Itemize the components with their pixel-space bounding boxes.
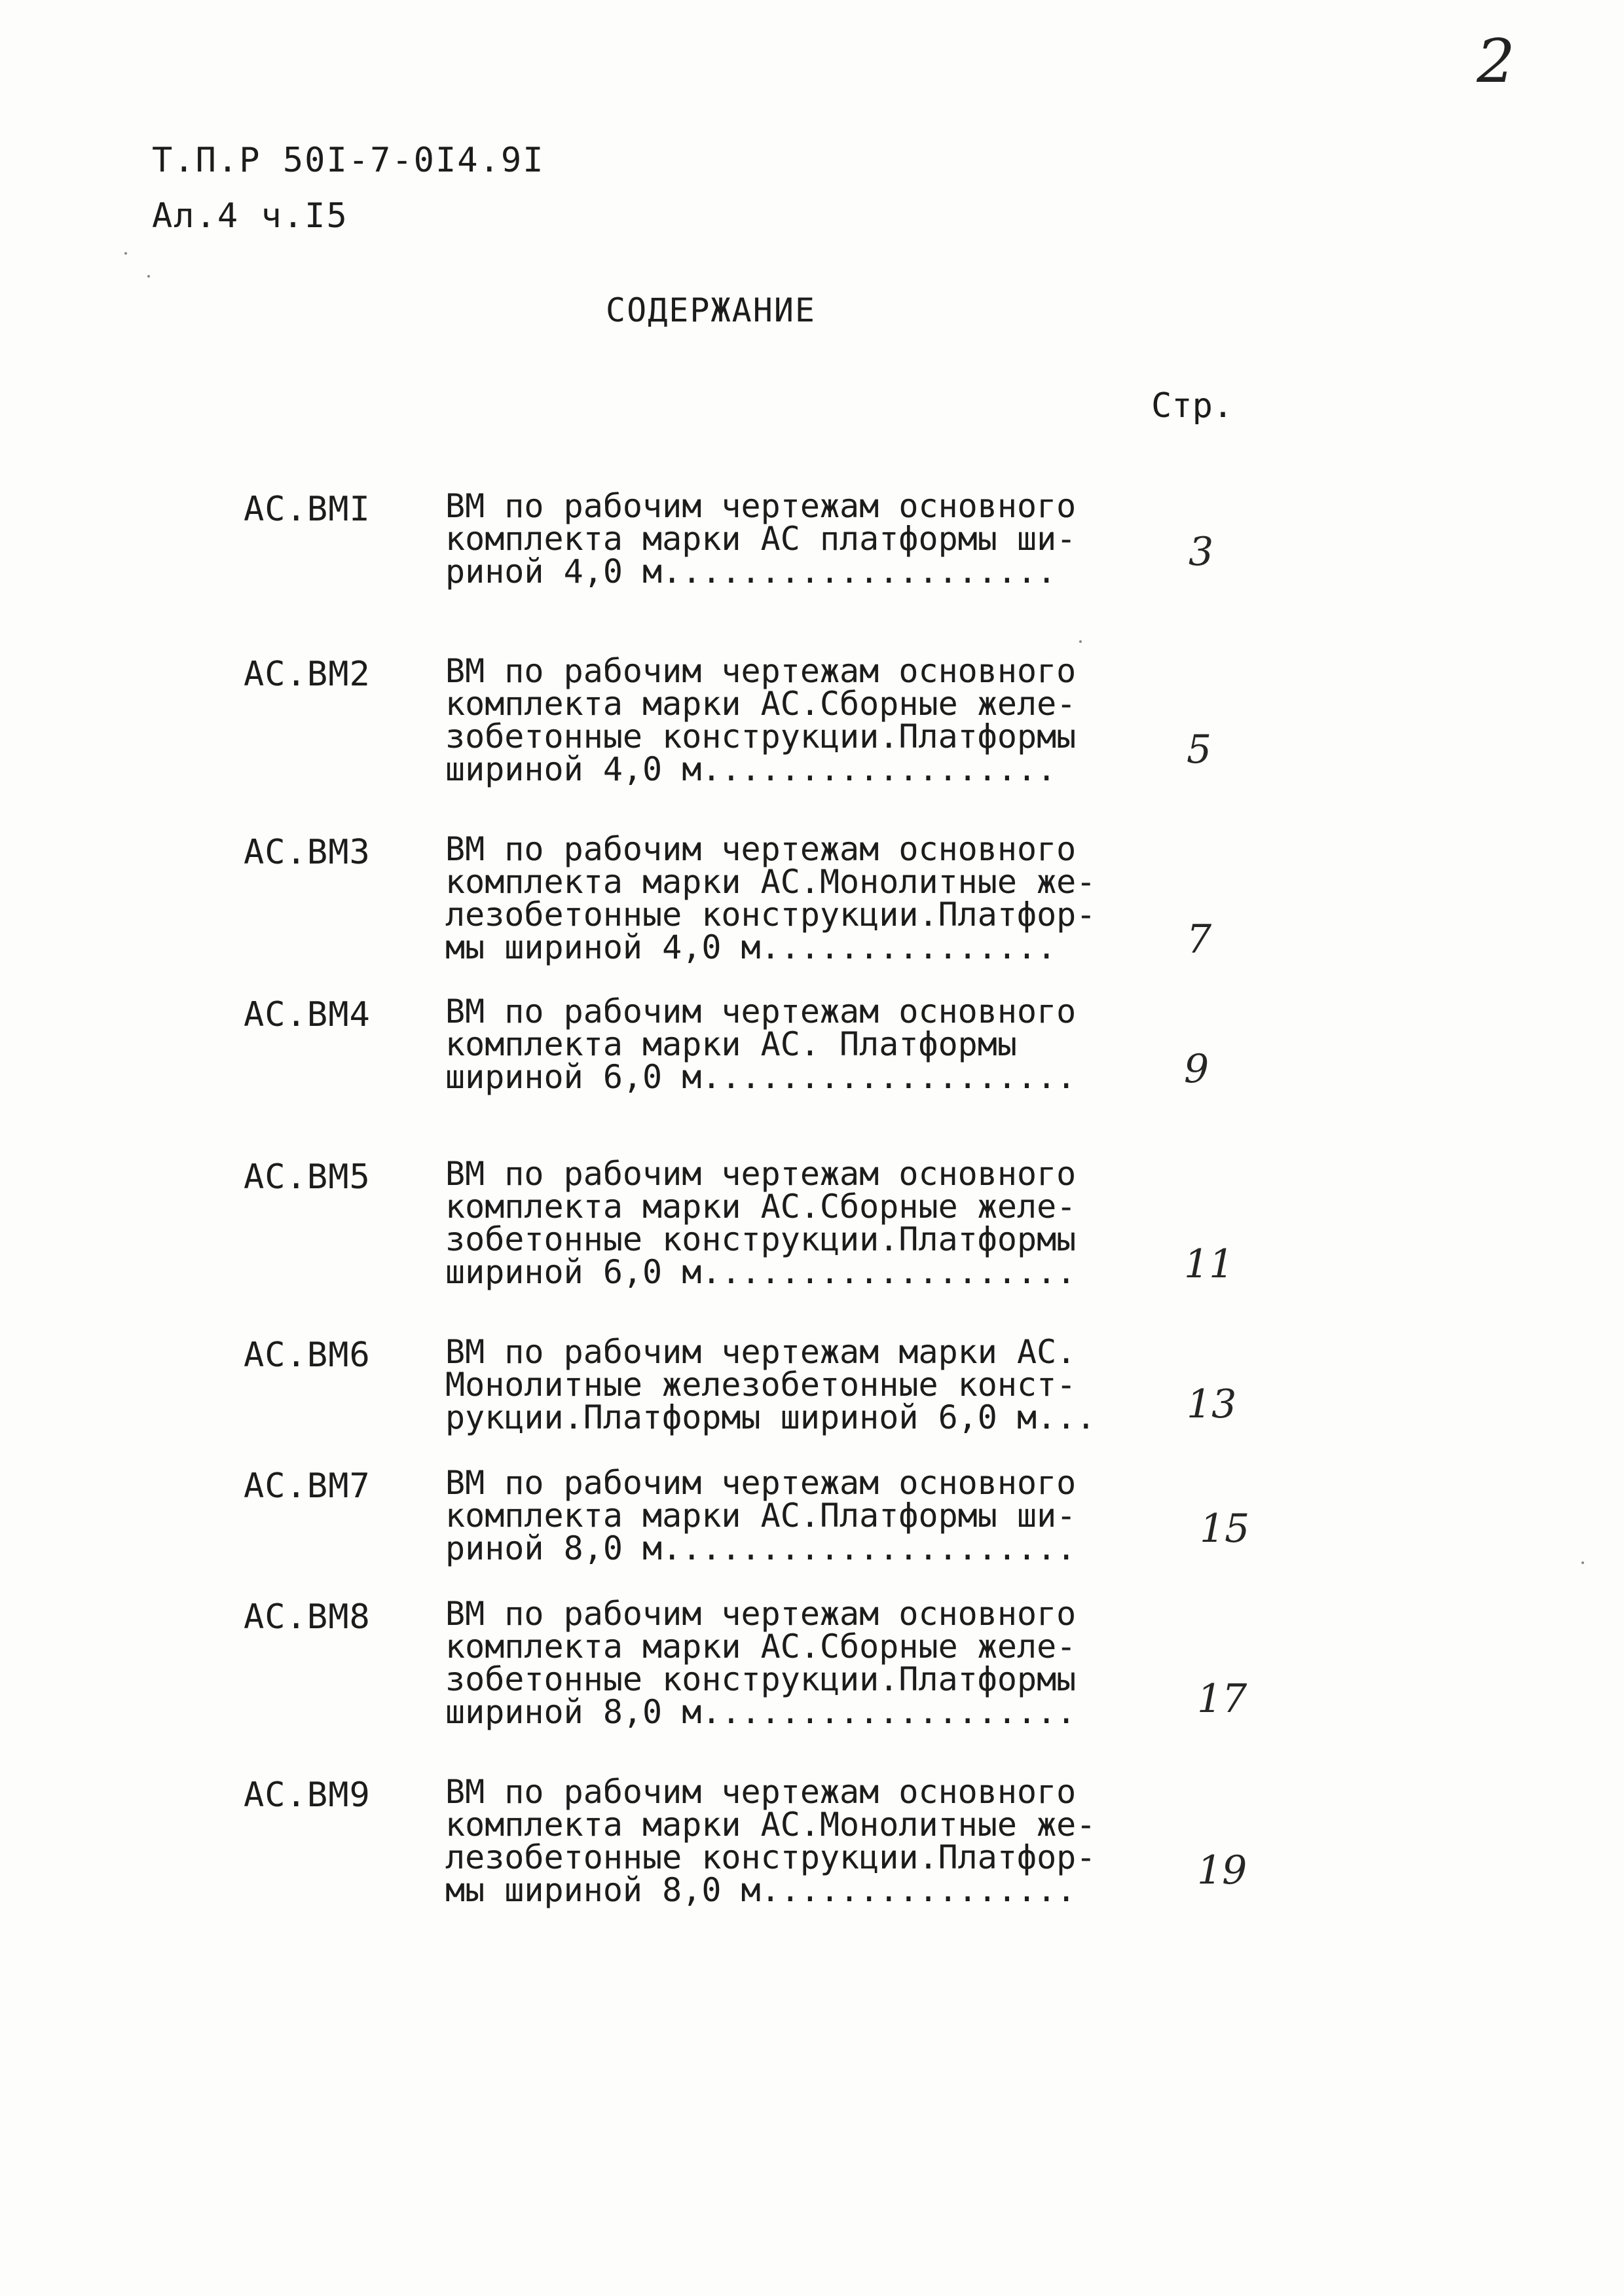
entry-description	[445, 1333, 1139, 1436]
entry-description-line: комплекта марки АС.Сборные желе-	[445, 685, 1077, 723]
entry-description-line: зобетонные конструкции.Платформы	[445, 1220, 1077, 1258]
entry-page-number: 7	[1187, 917, 1212, 962]
entry-page-number: 15	[1200, 1506, 1250, 1552]
entry-description-line: ВМ по рабочим чертежам основного	[445, 1773, 1077, 1811]
entry-code: АС.ВМ6	[244, 1336, 371, 1375]
entry-description	[445, 993, 1139, 1096]
entry-code: АС.ВМ7	[244, 1467, 371, 1506]
entry-description-line: комплекта марки АС.Платформы ши-	[445, 1497, 1077, 1535]
scan-speck	[1079, 640, 1082, 643]
entry-description-line: комплекта марки АС. Платформы	[445, 1025, 1017, 1063]
entry-description-line: зобетонные конструкции.Платформы	[445, 1660, 1077, 1698]
entry-code: АС.ВМ9	[244, 1776, 371, 1815]
entry-description-line: Монолитные железобетонные конст-	[445, 1366, 1077, 1404]
entry-code: АС.ВМ8	[244, 1597, 371, 1637]
document-album-part: Ал.4 ч.I5	[152, 196, 348, 236]
entry-page-number: 19	[1197, 1848, 1247, 1893]
entry-description	[445, 1155, 1139, 1291]
entry-page-number: 13	[1187, 1381, 1237, 1427]
entry-description-line: комплекта марки АС.Монолитные же-	[445, 863, 1096, 901]
page-column-header: Стр.	[1151, 386, 1234, 426]
entry-description-line: мы шириной 4,0 м...............	[445, 928, 1057, 966]
entry-description-line: шириной 8,0 м...................	[445, 1693, 1077, 1731]
entry-description-line: ВМ по рабочим чертежам основного	[445, 652, 1077, 690]
entry-description-line: комплекта марки АС.Сборные желе-	[445, 1188, 1077, 1226]
entry-description-line: риной 8,0 м.....................	[445, 1529, 1077, 1567]
scan-speck	[1581, 1561, 1584, 1564]
entry-description-line: ВМ по рабочим чертежам основного	[445, 1595, 1077, 1633]
entry-description-line: комплекта марки АС.Монолитные же-	[445, 1806, 1096, 1844]
entry-description-line: шириной 6,0 м...................	[445, 1058, 1077, 1096]
entry-description	[445, 652, 1139, 788]
handwritten-page-number: 2	[1477, 26, 1515, 96]
entry-code: АС.ВМ5	[244, 1157, 371, 1197]
entry-description	[445, 830, 1139, 966]
entry-description-line: шириной 6,0 м...................	[445, 1253, 1077, 1291]
entry-description-line: ВМ по рабочим чертежам основного	[445, 993, 1077, 1030]
entry-description-line: ВМ по рабочим чертежам основного	[445, 830, 1077, 868]
entry-description-line: ВМ по рабочим чертежам основного	[445, 1464, 1077, 1502]
entry-description	[445, 487, 1139, 591]
entry-description-line: ВМ по рабочим чертежам марки АС.	[445, 1333, 1077, 1371]
entry-description-line: риной 4,0 м....................	[445, 553, 1057, 591]
entry-description-line: шириной 4,0 м..................	[445, 750, 1057, 788]
document-code: Т.П.Р 50I-7-0I4.9I	[152, 141, 545, 180]
entry-description-line: лезобетонные конструкции.Платфор-	[445, 896, 1096, 934]
entry-code: АС.ВМ2	[244, 655, 371, 694]
scan-speck	[124, 252, 127, 255]
entry-description-line: рукции.Платформы шириной 6,0 м...	[445, 1398, 1096, 1436]
entry-page-number: 11	[1184, 1241, 1234, 1287]
entry-description-line: мы шириной 8,0 м................	[445, 1871, 1077, 1909]
entry-page-number: 17	[1197, 1676, 1247, 1722]
entry-page-number: 9	[1184, 1046, 1209, 1092]
entry-description-line: комплекта марки АС платформы ши-	[445, 520, 1077, 558]
entry-description-line: комплекта марки АС.Сборные желе-	[445, 1628, 1077, 1666]
contents-title: СОДЕРЖАНИЕ	[606, 291, 817, 329]
scan-speck	[147, 275, 150, 278]
entry-description-line: ВМ по рабочим чертежам основного	[445, 1155, 1077, 1193]
entry-page-number: 5	[1187, 727, 1212, 773]
entry-code: АС.ВМ4	[244, 995, 371, 1034]
entry-code: АС.ВМ3	[244, 833, 371, 872]
entry-description-line: лезобетонные конструкции.Платфор-	[445, 1838, 1096, 1876]
entry-description	[445, 1464, 1139, 1567]
entry-description-line: зобетонные конструкции.Платформы	[445, 718, 1077, 756]
entry-description-line: ВМ по рабочим чертежам основного	[445, 487, 1077, 525]
entry-page-number: 3	[1189, 529, 1214, 575]
entry-description	[445, 1595, 1139, 1731]
entry-description	[445, 1773, 1139, 1909]
entry-code: АС.ВМI	[244, 490, 371, 529]
